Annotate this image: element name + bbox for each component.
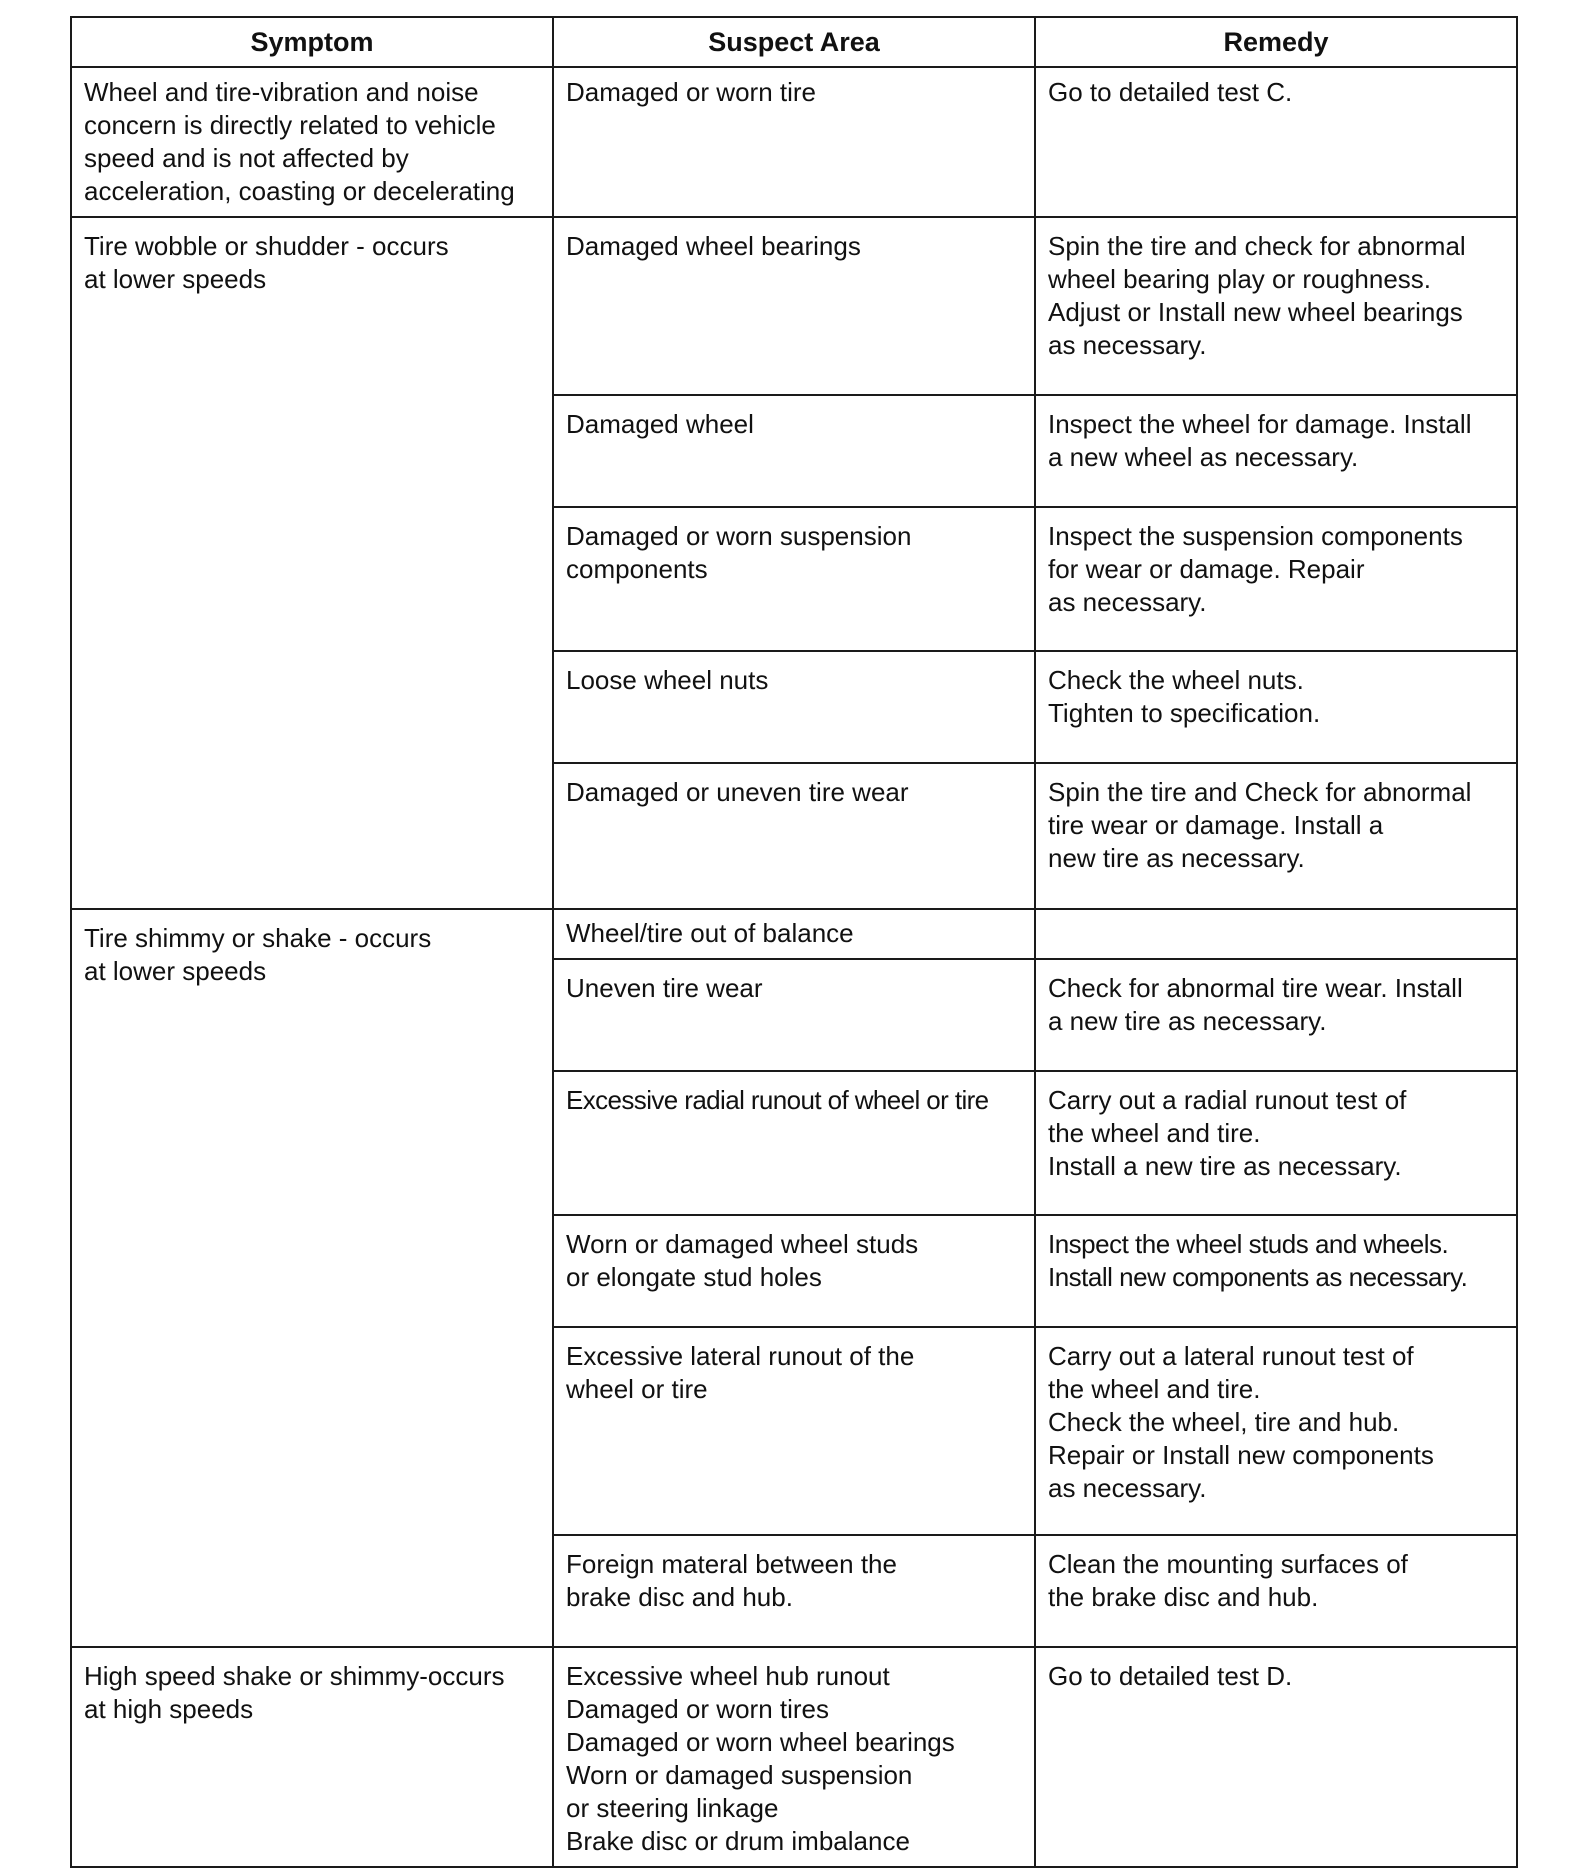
suspect-text: Damaged wheel [566, 409, 754, 439]
symptom-text: Tire shimmy or shake - occurs at lower speeds [84, 923, 432, 986]
remedy-text: Inspect the wheel studs and wheels. Install new components as necessary. [1048, 1229, 1468, 1292]
suspect-cell [553, 1535, 1035, 1647]
remedy-text: Carry out a lateral runout test of the wheel and tire. Check the wheel, tire and hub. Repair or Install new components as necessary. [1048, 1341, 1434, 1503]
table-row [71, 909, 1517, 959]
suspect-cell [553, 395, 1035, 507]
remedy-text: Carry out a radial runout test of the wheel and tire. Install a new tire as necessary. [1048, 1085, 1407, 1181]
remedy-text: Go to detailed test D. [1048, 1661, 1293, 1691]
header-remedy: Remedy [1035, 17, 1517, 67]
suspect-text: Excessive wheel hub runout Damaged or worn tires Damaged or worn wheel bearings Worn or damaged suspension or steering linkage Brake disc or drum imbalance [566, 1661, 955, 1856]
symptom-cell [71, 67, 553, 217]
remedy-cell [1035, 1215, 1517, 1327]
symptom-cell [71, 1647, 553, 1867]
remedy-cell [1035, 1071, 1517, 1215]
suspect-cell [553, 763, 1035, 909]
table-row [71, 67, 1517, 217]
header-suspect-area: Suspect Area [553, 17, 1035, 67]
suspect-cell [553, 507, 1035, 651]
remedy-cell [1035, 959, 1517, 1071]
suspect-cell [553, 959, 1035, 1071]
suspect-text: Damaged or uneven tire wear [566, 777, 909, 807]
symptom-text: High speed shake or shimmy-occurs at high speeds [84, 1661, 505, 1724]
table-row [71, 217, 1517, 395]
remedy-cell [1035, 651, 1517, 763]
symptom-text: Tire wobble or shudder - occurs at lower speeds [84, 231, 449, 294]
remedy-text: Inspect the wheel for damage. Install a new wheel as necessary. [1048, 409, 1472, 472]
remedy-text: Check for abnormal tire wear. Install a new tire as necessary. [1048, 973, 1463, 1036]
suspect-cell [553, 67, 1035, 217]
remedy-text: Spin the tire and Check for abnormal tire wear or damage. Install a new tire as necessary. [1048, 777, 1472, 873]
remedy-text: Inspect the suspension components for wear or damage. Repair as necessary. [1048, 521, 1463, 617]
suspect-text: Wheel/tire out of balance [566, 918, 854, 948]
suspect-text: Uneven tire wear [566, 973, 763, 1003]
remedy-text: Clean the mounting surfaces of the brake disc and hub. [1048, 1549, 1408, 1612]
remedy-text [1036, 910, 1516, 930]
remedy-cell [1035, 1327, 1517, 1535]
suspect-cell [553, 909, 1035, 959]
diagnosis-table [70, 16, 1518, 1868]
header-row [71, 17, 1517, 67]
suspect-cell [553, 1215, 1035, 1327]
table-row [71, 1647, 1517, 1867]
suspect-cell [553, 1071, 1035, 1215]
remedy-text: Spin the tire and check for abnormal wheel bearing play or roughness. Adjust or Install new wheel bearings as necessary. [1048, 231, 1466, 360]
suspect-text: Foreign materal between the brake disc and hub. [566, 1549, 897, 1612]
suspect-text: Excessive lateral runout of the wheel or tire [566, 1341, 915, 1404]
suspect-text: Worn or damaged wheel studs or elongate stud holes [566, 1229, 919, 1292]
suspect-cell [553, 217, 1035, 395]
suspect-text: Loose wheel nuts [566, 665, 769, 695]
remedy-cell [1035, 909, 1517, 959]
symptom-cell [71, 909, 553, 1647]
remedy-cell [1035, 395, 1517, 507]
remedy-text: Check the wheel nuts. Tighten to specification. [1048, 665, 1321, 728]
remedy-cell [1035, 763, 1517, 909]
suspect-text: Damaged or worn suspension components [566, 521, 912, 584]
remedy-cell [1035, 217, 1517, 395]
header-symptom: Symptom [71, 17, 553, 67]
remedy-text: Go to detailed test C. [1048, 77, 1293, 107]
remedy-cell [1035, 1647, 1517, 1867]
remedy-cell [1035, 67, 1517, 217]
suspect-text: Excessive radial runout of wheel or tire [566, 1085, 989, 1115]
symptom-text: Wheel and tire-vibration and noise concern is directly related to vehicle speed and is not affected by acceleration, coasting or decelerating [84, 77, 515, 206]
suspect-cell [553, 1327, 1035, 1535]
suspect-cell [553, 651, 1035, 763]
symptom-cell [71, 217, 553, 909]
remedy-cell [1035, 507, 1517, 651]
remedy-cell [1035, 1535, 1517, 1647]
suspect-text: Damaged or worn tire [566, 77, 816, 107]
suspect-cell [553, 1647, 1035, 1867]
suspect-text: Damaged wheel bearings [566, 231, 861, 261]
